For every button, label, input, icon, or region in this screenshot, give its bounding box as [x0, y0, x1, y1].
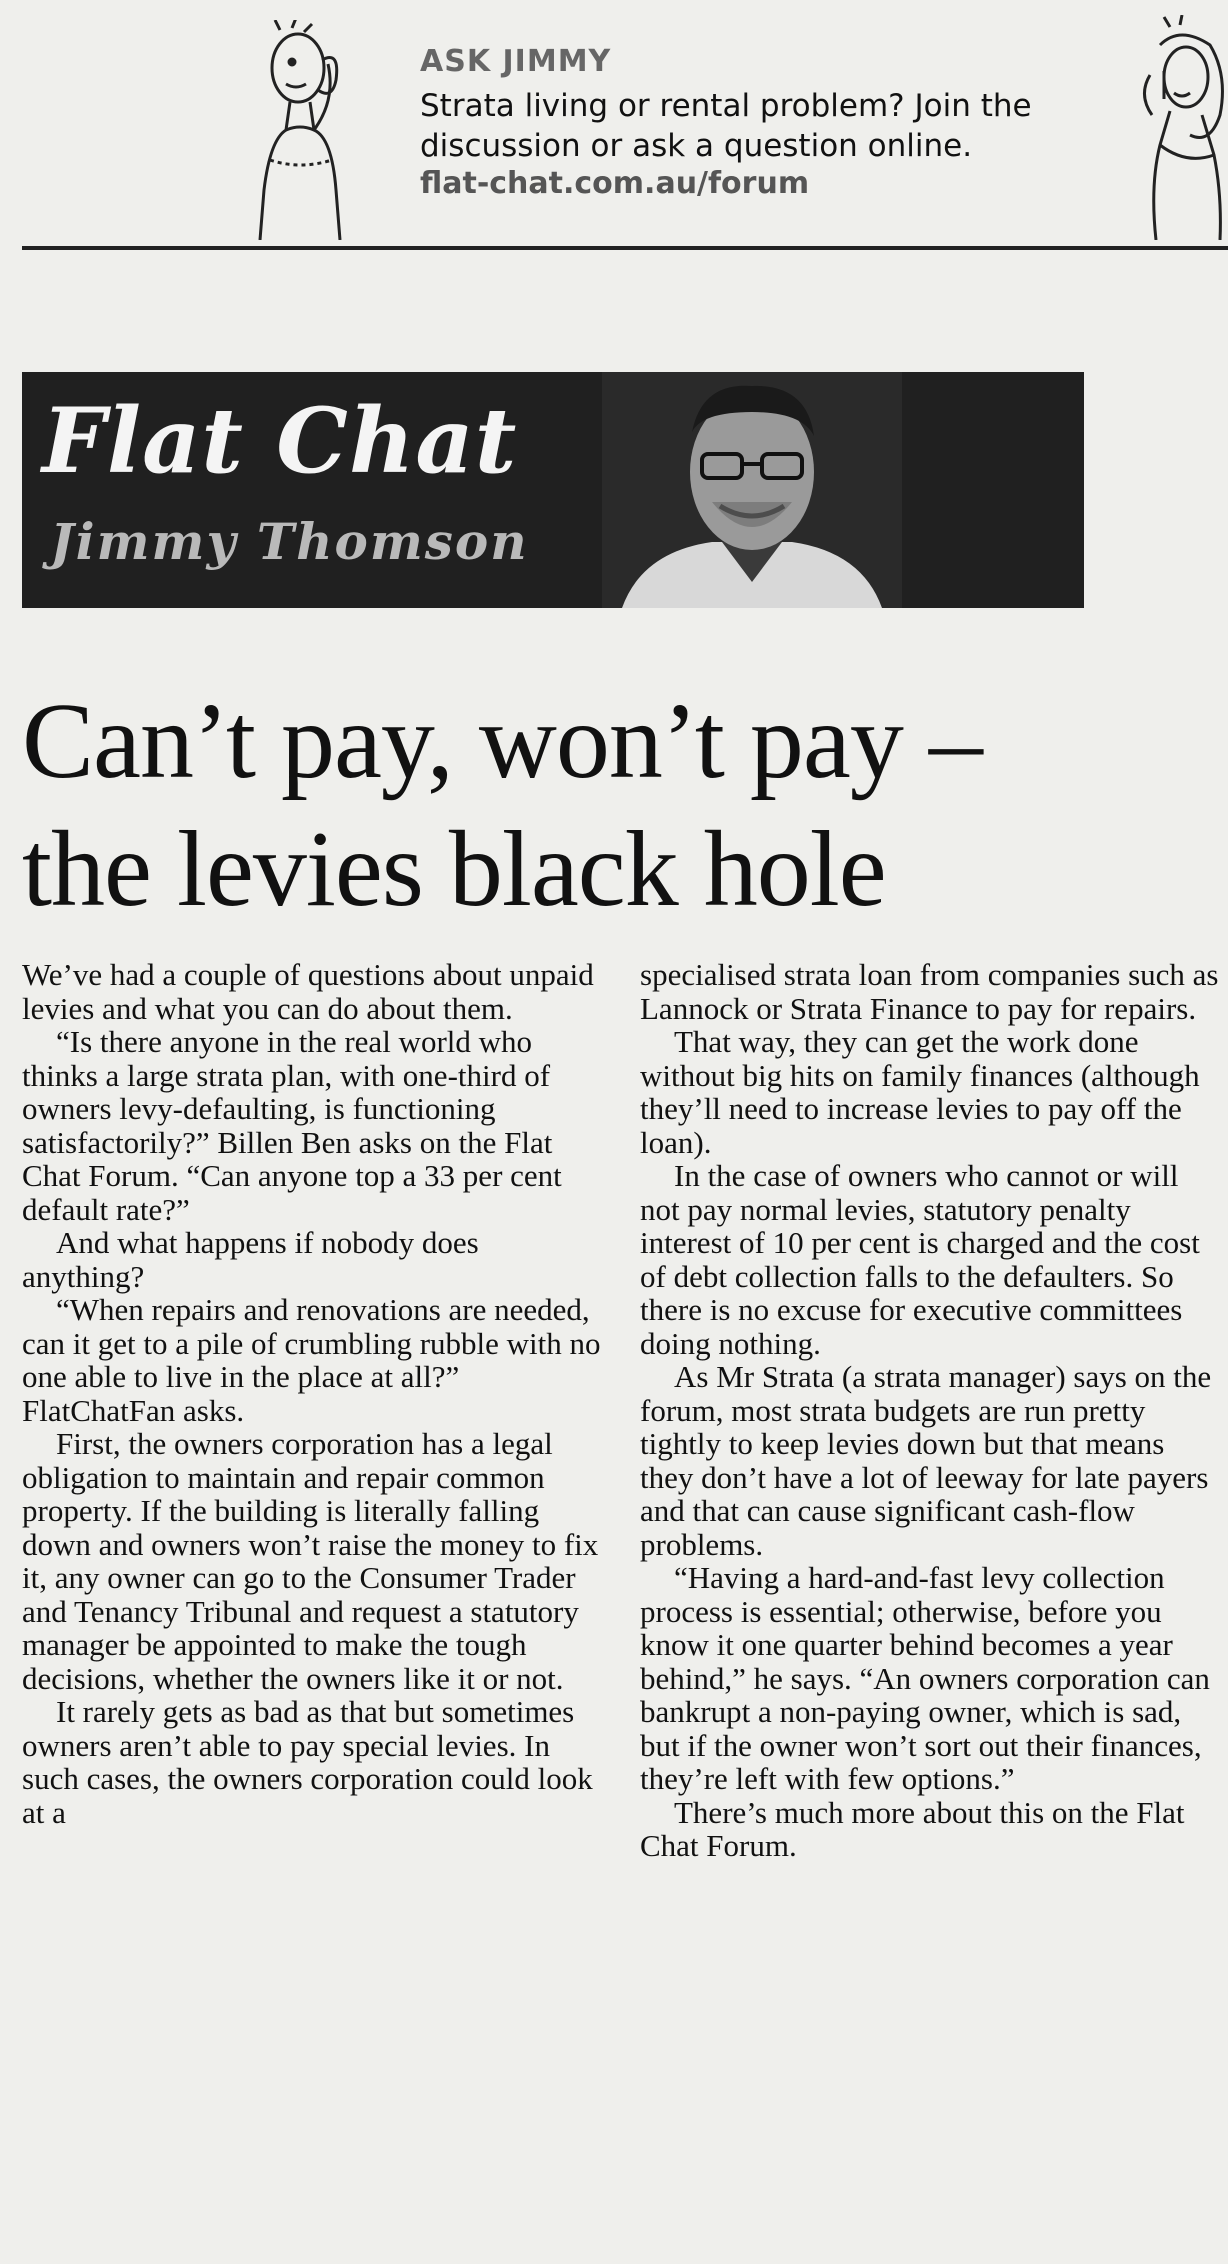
masthead-title: Flat Chat [42, 388, 518, 494]
ask-jimmy-text-line-1: Strata living or rental problem? Join the [420, 88, 1032, 124]
article-paragraph: We’ve had a couple of questions about unpaid levies and what you can do about them. [22, 957, 594, 1026]
article-headline-line-1: Can’t pay, won’t pay – [22, 682, 982, 801]
masthead-author: Jimmy Thomson [50, 512, 529, 571]
article-paragraph: “Having a hard-and-fast levy collection process is essential; otherwise, before you know it one quarter behind becomes a year behind,” he says. “An owners corporation can bankrupt a non-paying owner, which is sad, but if the owner won’t sort out their finances, they’re left with few options.” [640, 1560, 1210, 1796]
article-left-column [22, 958, 602, 1829]
article-paragraph: In the case of owners who cannot or will not pay normal levies, statutory penalty interest of 10 per cent is charged and the cost of debt collection falls to the defaulters. So there is no excuse for executive committees doing nothing. [640, 1158, 1200, 1361]
article-paragraph: That way, they can get the work done without big hits on family finances (although they’ll need to increase levies to pay off the loan). [640, 1024, 1200, 1160]
article-paragraph: specialised strata loan from companies such as Lannock or Strata Finance to pay for repairs. [640, 957, 1219, 1026]
ask-jimmy-text-line-2: discussion or ask a question online. [420, 128, 973, 164]
cartoon-man-icon [240, 20, 360, 240]
ask-jimmy-header [0, 0, 1228, 250]
article-paragraph: As Mr Strata (a strata manager) says on the forum, most strata budgets are run pretty tightly to keep levies down but that means they don’t have a lot of leeway for late payers and that can cause significant cash-flow problems. [640, 1359, 1212, 1562]
article-paragraph: “Is there anyone in the real world who thinks a large strata plan, with one-third of owners levy-defaulting, is functioning satisfactorily?” Billen Ben asks on the Flat Chat Forum. “Can anyone top a 33 per cent default rate?” [22, 1024, 562, 1227]
article-paragraph: It rarely gets as bad as that but sometimes owners aren’t able to pay special levies. In such cases, the owners corporation could look at a [22, 1694, 593, 1830]
header-divider [22, 246, 1228, 250]
article-headline-line-2: the levies black hole [22, 810, 886, 929]
cartoon-woman-icon [1130, 15, 1228, 240]
ask-jimmy-title: ASK JIMMY [420, 44, 612, 79]
article-paragraph: There’s much more about this on the Flat Chat Forum. [640, 1794, 1185, 1863]
article-paragraph: First, the owners corporation has a legal obligation to maintain and repair common property. If the building is literally falling down and owners won’t raise the money to fix it, any owner can go to the Consumer Trader and Tenancy Tribunal and request a statutory manager be appointed to make the tough decisions, whether the owners like it or not. [22, 1426, 599, 1696]
column-masthead [22, 372, 1084, 608]
author-photo-icon [602, 372, 902, 608]
article-right-column [640, 958, 1220, 1863]
article-paragraph: “When repairs and renovations are needed, can it get to a pile of crumbling rubble with no one able to live in the place at all?” FlatChatFan asks. [22, 1292, 601, 1428]
article-paragraph: And what happens if nobody does anything? [22, 1225, 479, 1294]
forum-url-link[interactable]: flat-chat.com.au/forum [420, 166, 810, 201]
